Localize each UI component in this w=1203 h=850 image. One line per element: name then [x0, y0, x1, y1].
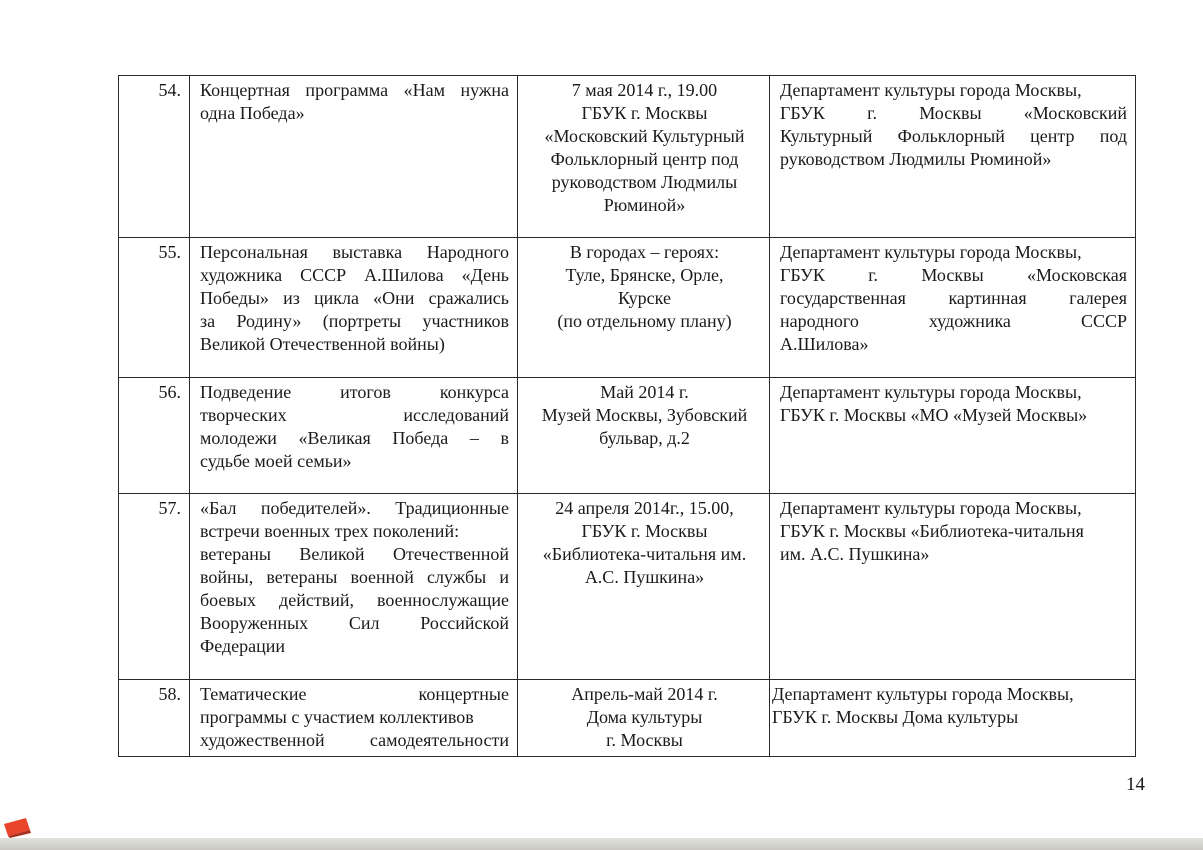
row-number: 56.	[119, 378, 190, 494]
events-table	[118, 75, 1136, 757]
event-organizer: Департамент культуры города Москвы, ГБУК г. Москвы «Московский Культурный Фольклорный центр под руководством Людмилы Рюминой»	[770, 76, 1136, 238]
scan-edge	[0, 838, 1203, 850]
event-organizer: Департамент культуры города Москвы, ГБУК г. Москвы «Московская государственная картинная галерея народного художника СССР А.Шилова»	[770, 238, 1136, 378]
row-number: 58.	[119, 680, 190, 757]
table-row	[119, 378, 1136, 494]
row-number: 54.	[119, 76, 190, 238]
table-row	[119, 494, 1136, 680]
table-row	[119, 76, 1136, 238]
event-title: Подведение итогов конкурса творческих исследований молодежи «Великая Победа – в судьбе моей семьи»	[190, 378, 518, 494]
event-date-place: 24 апреля 2014г., 15.00, ГБУК г. Москвы «Библиотека-читальня им. А.С. Пушкина»	[518, 494, 770, 680]
event-title: Персональная выставка Народного художника СССР А.Шилова «День Победы» из цикла «Они сражались за Родину» (портреты участников Великой Отечественной войны)	[190, 238, 518, 378]
event-organizer: Департамент культуры города Москвы, ГБУК г. Москвы «МО «Музей Москвы»	[770, 378, 1136, 494]
event-title: Концертная программа «Нам нужна одна Победа»	[190, 76, 518, 238]
scanner-stamp-icon	[2, 816, 32, 838]
row-number: 57.	[119, 494, 190, 680]
event-date-place: 7 мая 2014 г., 19.00 ГБУК г. Москвы «Московский Культурный Фольклорный центр под руководством Людмилы Рюминой»	[518, 76, 770, 238]
table-row	[119, 680, 1136, 757]
event-organizer: Департамент культуры города Москвы, ГБУК г. Москвы Дома культуры	[770, 680, 1136, 757]
row-number: 55.	[119, 238, 190, 378]
event-date-place: В городах – героях: Туле, Брянске, Орле, Курске (по отдельному плану)	[518, 238, 770, 378]
event-date-place: Апрель-май 2014 г. Дома культуры г. Москвы	[518, 680, 770, 757]
page-number: 14	[1126, 774, 1145, 795]
event-title: Тематические концертные программы с участием коллективов художественной самодеятельности	[190, 680, 518, 757]
event-date-place: Май 2014 г. Музей Москвы, Зубовский бульвар, д.2	[518, 378, 770, 494]
event-organizer: Департамент культуры города Москвы, ГБУК г. Москвы «Библиотека-читальня им. А.С. Пушкина»	[770, 494, 1136, 680]
event-title: «Бал победителей». Традиционные встречи военных трех поколений: ветераны Великой Отечественной войны, ветераны военной службы и боевых действий, военнослужащие Вооруженных Сил Российской Федерации	[190, 494, 518, 680]
table-row	[119, 238, 1136, 378]
